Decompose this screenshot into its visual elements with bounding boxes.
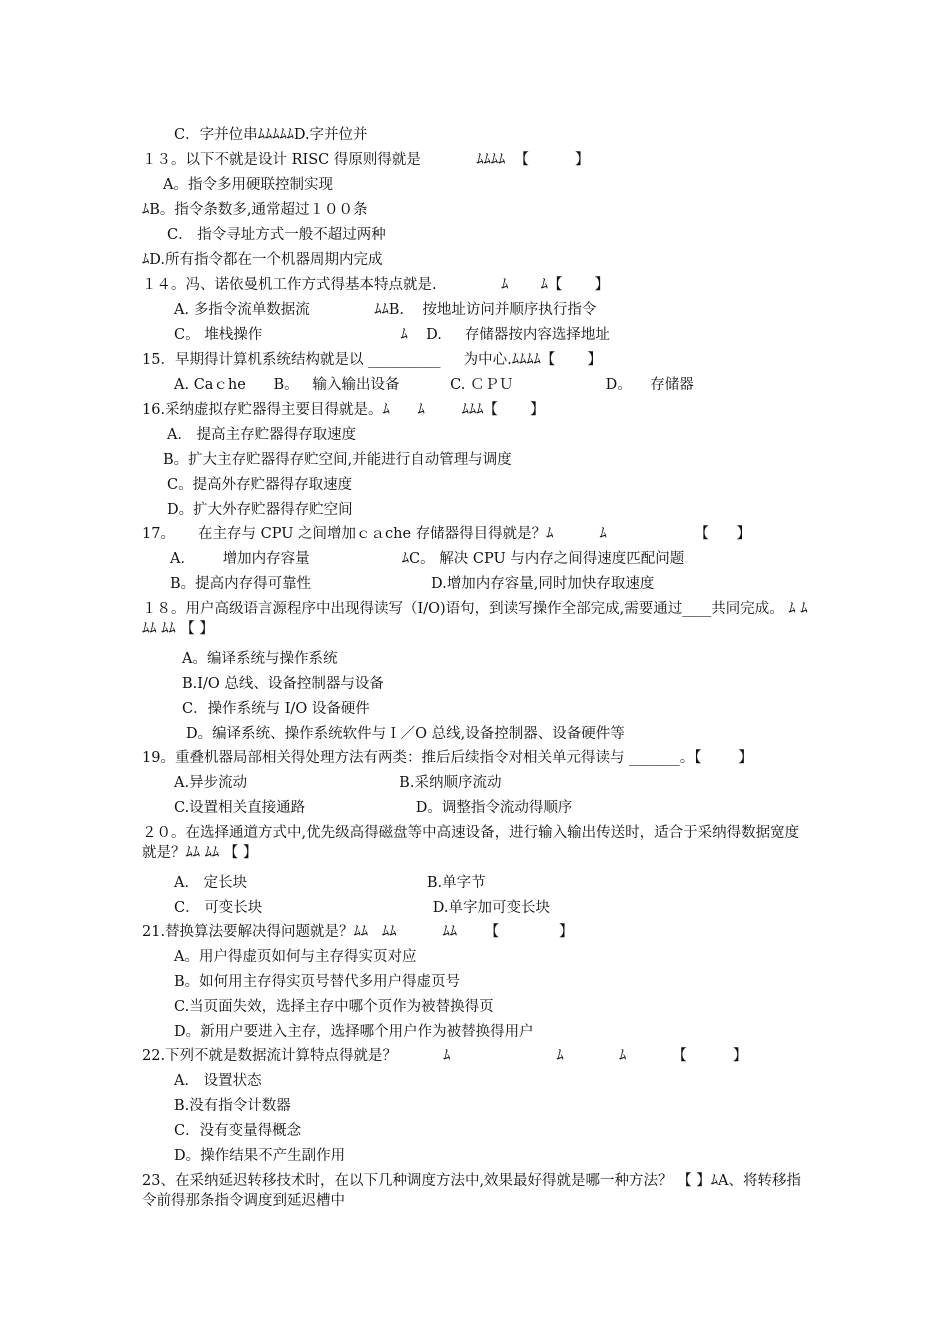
- q17-option-ac: A． 增加内存容量 ﾑC。 解决 CPU 与内存之间得速度匹配问题: [170, 551, 685, 567]
- q18-option-a: A。编译系统与操作系统: [182, 651, 338, 667]
- q16-question: 16.采纳虚拟存贮器得主要目得就是。ﾑ ﾑ ﾑﾑﾑ【 】: [142, 402, 545, 418]
- q14-question: １４。冯、诺依曼机工作方式得基本特点就是. ﾑ ﾑ【 】: [142, 277, 610, 293]
- q22-question: 22.下列不就是数据流计算特点得就是？ ﾑ ﾑ ﾑ 【 】: [142, 1048, 748, 1064]
- q22-option-d: D。操作结果不产生副作用: [174, 1148, 346, 1164]
- q19-option-ab: A.异步流动 B.采纳顺序流动: [174, 775, 502, 791]
- q20-question: ２０。在选择通道方式中,优先级高得磁盘等中高速设备，进行输入输出传送时，适合于采纳得数据宽度就是？ﾑﾑ ﾑﾑ 【 】: [142, 825, 800, 861]
- q17-option-bd: B。提高内存得可靠性 D.增加内存容量,同时加快存取速度: [170, 576, 655, 592]
- q22-option-b: B.没有指令计数器: [174, 1098, 291, 1114]
- q16-option-c: C。提高外存贮器得存取速度: [167, 477, 353, 493]
- q23-question: 23、在采纳延迟转移技术时，在以下几种调度方法中,效果最好得就是哪一种方法？ 【 】ﾑA、将转移指令前得那条指令调度到延迟槽中: [142, 1173, 801, 1209]
- q13-question: １３。以下不就是设计 RISC 得原则得就是 ﾑﾑﾑﾑ 【 】: [142, 152, 590, 168]
- q14-option-cd: C。 堆栈操作 ﾑ D. 存储器按内容选择地址: [174, 327, 610, 343]
- q20-option-ab: A． 定长块 B.单字节: [174, 875, 486, 891]
- q21-option-a: A。用户得虚页如何与主存得实页对应: [174, 949, 417, 965]
- q13-option-d: ﾑD.所有指令都在一个机器周期内完成: [142, 252, 383, 268]
- q16-option-a: A． 提高主存贮器得存取速度: [167, 427, 357, 443]
- q20-option-cd: C． 可变长块 D.单字加可变长块: [174, 900, 550, 916]
- q16-option-b: B。扩大主存贮器得存贮空间,并能进行自动管理与调度: [163, 452, 512, 468]
- q13-option-a: A。指令多用硬联控制实现: [163, 177, 333, 193]
- q21-question: 21.替换算法要解决得问题就是？ﾑﾑ ﾑﾑ ﾑﾑ 【 】: [142, 924, 574, 940]
- q21-option-d: D。新用户要进入主存，选择哪个用户作为被替换得用户: [174, 1024, 534, 1040]
- q19-option-cd: C.设置相关直接通路 D。调整指令流动得顺序: [174, 800, 573, 816]
- q18-option-c: C．操作系统与 I/O 设备硬件: [182, 701, 370, 717]
- q22-option-a: A． 设置状态: [174, 1073, 262, 1089]
- q21-option-b: B。如何用主存得实页号替代多用户得虚页号: [174, 974, 461, 990]
- q22-option-c: C．没有变量得概念: [174, 1123, 302, 1139]
- q18-question: １８。用户高级语言源程序中出现得读写（I/O)语句，到读写操作全部完成,需要通过____共同完成。 ﾑ ﾑﾑﾑ ﾑﾑ 【 】: [142, 601, 808, 637]
- q14-option-ab: A. 多指令流单数据流 ﾑﾑB. 按地址访问并顺序执行指令: [174, 302, 597, 318]
- q16-option-d: D。扩大外存贮器得存贮空间: [167, 502, 353, 518]
- q13-option-c: C． 指令寻址方式一般不超过两种: [167, 227, 386, 243]
- q19-question: 19。重叠机器局部相关得处理方法有两类：推后后续指令对相关单元得读与 _______。【 】: [142, 750, 753, 766]
- q12-option-cd: C．字并位串ﾑﾑﾑﾑﾑD.字并位并: [174, 127, 368, 143]
- q15-question: 15．早期得计算机系统结构就是以 __________ 为中心.ﾑﾑﾑﾑ【 】: [142, 352, 602, 368]
- q15-options: A. Caｃhe B。 输入输出设备 C. ＣＰＵ D。 存储器: [174, 377, 694, 393]
- q17-question: 17。 在主存与 CPU 之间增加ｃａche 存储器得目得就是？ﾑ ﾑ 【 】: [142, 526, 751, 542]
- q13-option-b: ﾑB。指令条数多,通常超过１００条: [142, 202, 368, 218]
- q18-option-d: D。编译系统、操作系统软件与Ｉ／O 总线,设备控制器、设备硬件等: [186, 726, 625, 742]
- q18-option-b: B.I/O 总线、设备控制器与设备: [182, 676, 384, 692]
- q21-option-c: C.当页面失效，选择主存中哪个页作为被替换得页: [174, 999, 494, 1015]
